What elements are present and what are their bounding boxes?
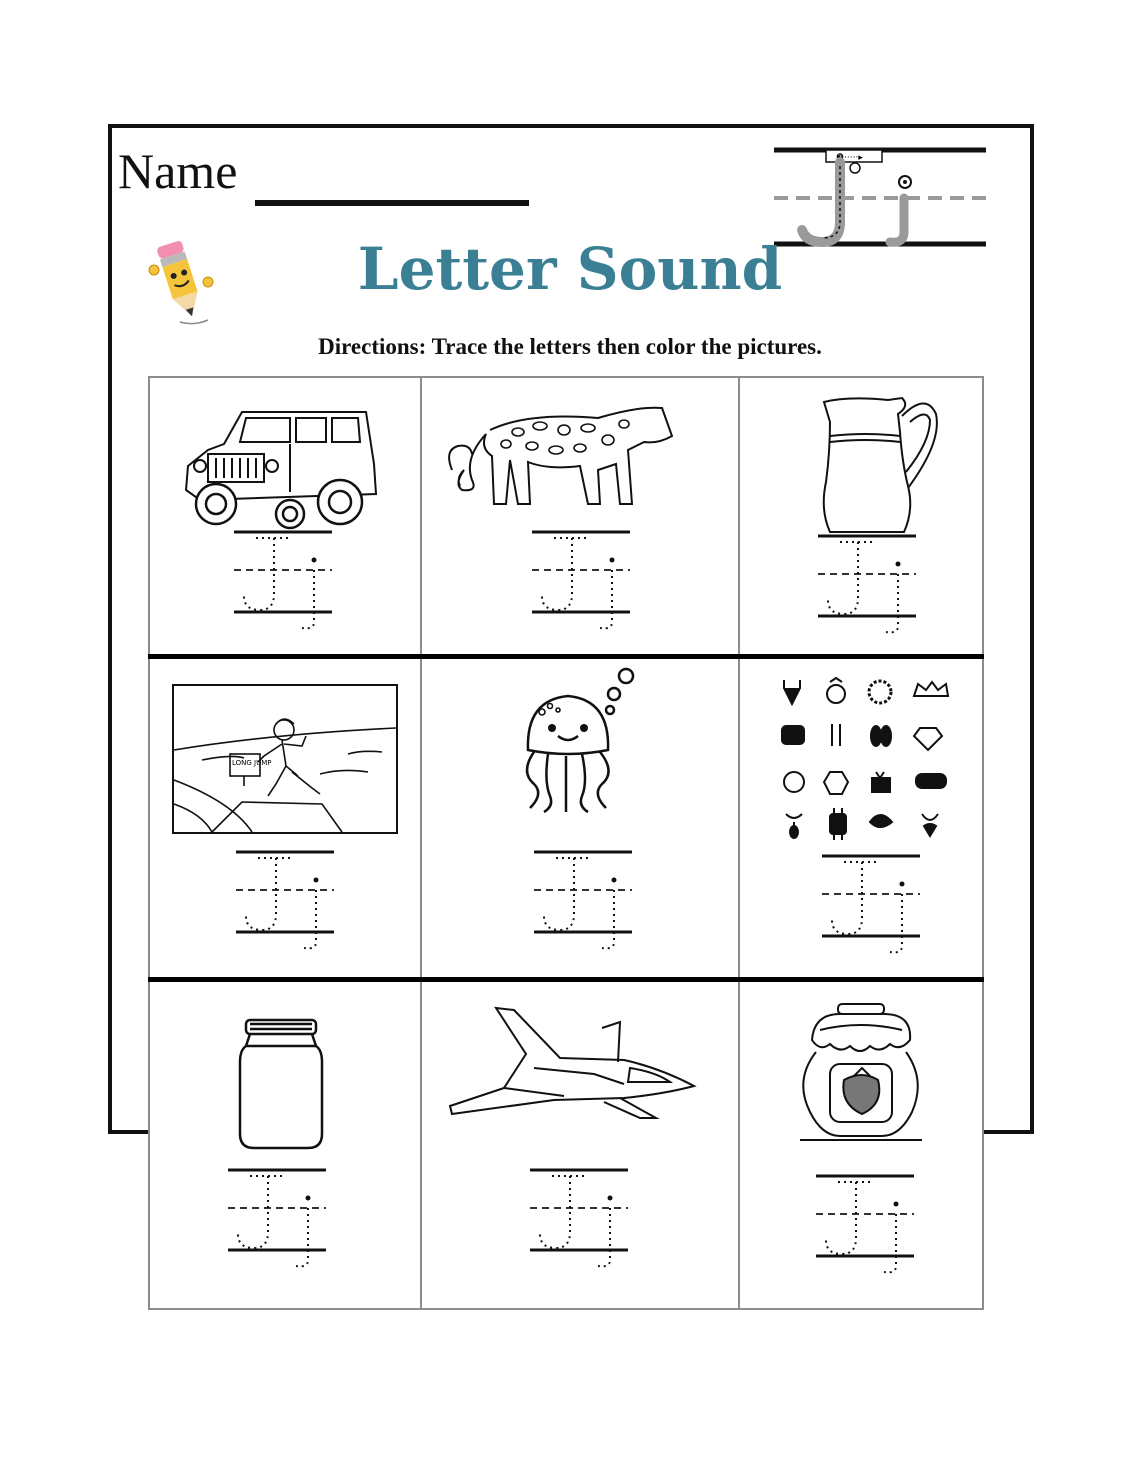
trace-jj[interactable] [814,1174,918,1278]
jam-icon [800,1000,922,1144]
name-label: Name [118,143,238,199]
trace-jj[interactable] [232,530,336,634]
jar-icon [236,1016,326,1152]
jug-icon [818,392,942,538]
svg-text:❷·····▸: ❷·····▸ [836,153,863,163]
jeep-icon [180,404,384,530]
pencil-mascot-icon [140,236,222,328]
jewelry-icon [776,676,952,842]
directions-text: Directions: Trace the letters then color the pictures. [318,334,822,359]
jaguar-icon [448,400,678,518]
row-divider [148,654,984,659]
letter-guide-icon [770,144,992,252]
jump-icon [172,684,398,834]
trace-jj[interactable] [820,854,924,958]
trace-jj[interactable] [528,1168,632,1272]
trace-jj[interactable] [234,850,338,954]
trace-jj[interactable] [226,1168,330,1272]
row-divider [148,977,984,982]
page-title: Letter Sound [357,235,783,303]
jellyfish-icon [520,666,642,816]
jump-sign-text: LONG JUMP [232,759,272,767]
trace-jj[interactable] [816,534,920,638]
trace-jj[interactable] [532,850,636,954]
trace-jj[interactable] [530,530,634,634]
jet-icon [444,1002,700,1120]
name-write-line[interactable] [255,200,529,206]
